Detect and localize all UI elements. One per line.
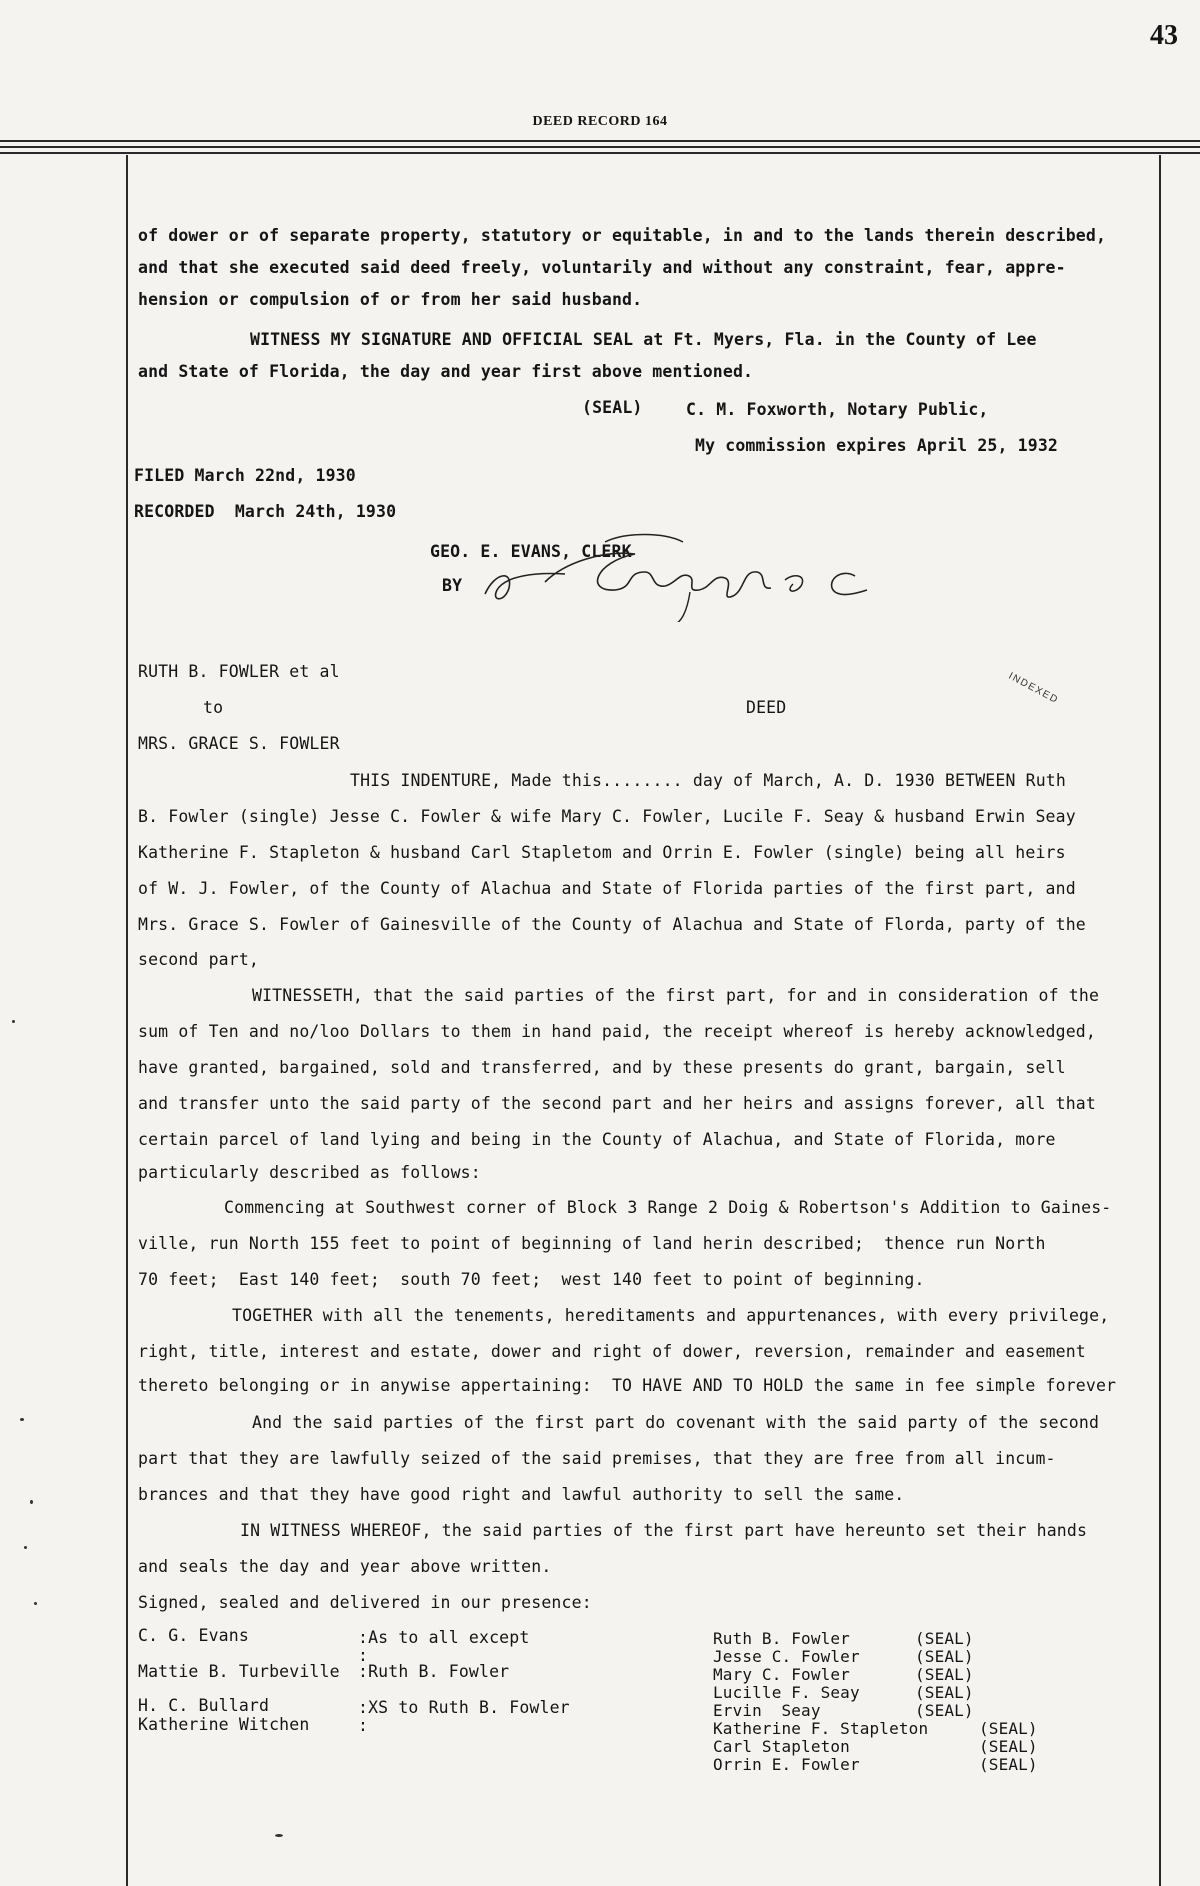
body-line: brances and that they have good right and lawful authority to sell the same. — [138, 1485, 905, 1504]
body-line: TOGETHER with all the tenements, hereditaments and appurtenances, with every privilege, — [232, 1306, 1110, 1325]
by-label: BY — [442, 576, 463, 595]
seal-label: (SEAL) — [915, 1701, 974, 1720]
grantor-name: RUTH B. FOWLER et al — [138, 662, 340, 681]
body-line: thereto belonging or in anywise appertaining: TO HAVE AND TO HOLD the same in fee simple forever — [138, 1376, 1117, 1395]
witness-note: :Ruth B. Fowler — [358, 1662, 510, 1681]
body-line: WITNESSETH, that the said parties of the first part, for and in consideration of the — [252, 986, 1100, 1005]
header-rule-1 — [0, 140, 1200, 142]
signatory-name: Ervin Seay — [713, 1701, 821, 1720]
seal-label: (SEAL) — [979, 1737, 1038, 1756]
filed-date: FILED March 22nd, 1930 — [134, 466, 356, 485]
witness-name: Katherine Witchen — [138, 1715, 310, 1734]
body-line: have granted, bargained, sold and transferred, and by these presents do grant, bargain, sell — [138, 1058, 1066, 1077]
indexed-stamp: INDEXED — [1006, 670, 1061, 707]
scan-speck — [275, 1834, 283, 1837]
witness-note: : — [358, 1646, 369, 1665]
clerk-name: GEO. E. EVANS, CLERK — [430, 542, 632, 561]
signatory-name: Jesse C. Fowler — [713, 1647, 860, 1666]
scan-speck — [20, 1418, 24, 1421]
land-description-line: Commencing at Southwest corner of Block 3 Range 2 Doig & Robertson's Addition to Gaines- — [224, 1198, 1112, 1217]
body-line: of W. J. Fowler, of the County of Alachua and State of Florida parties of the first part, and — [138, 879, 1076, 898]
body-line: B. Fowler (single) Jesse C. Fowler & wife Mary C. Fowler, Lucile F. Seay & husband Erwin Seay — [138, 807, 1076, 826]
recorded-date: RECORDED March 24th, 1930 — [134, 502, 397, 521]
scan-speck — [12, 1020, 15, 1023]
header-rule-3 — [0, 152, 1200, 154]
body-line: Mrs. Grace S. Fowler of Gainesville of the County of Alachua and State of Florda, party of the — [138, 915, 1086, 934]
signatory-name: Katherine F. Stapleton — [713, 1719, 929, 1738]
body-line: right, title, interest and estate, dower and right of dower, reversion, remainder and easement — [138, 1342, 1086, 1361]
scan-speck — [34, 1602, 37, 1605]
body-line: and transfer unto the said party of the second part and her heirs and assigns forever, all that — [138, 1094, 1096, 1113]
witness-name: H. C. Bullard — [138, 1696, 270, 1715]
caption-to: to — [203, 698, 224, 717]
page-number: 43 — [1150, 20, 1178, 51]
seal-label: (SEAL) — [915, 1665, 974, 1684]
seal-label: (SEAL) — [915, 1647, 974, 1666]
record-book-title: DEED RECORD 164 — [532, 114, 668, 129]
signatory-name: Orrin E. Fowler — [713, 1755, 860, 1774]
body-line: sum of Ten and no/loo Dollars to them in hand paid, the receipt whereof is hereby acknowledged, — [138, 1022, 1096, 1041]
document-type: DEED — [746, 698, 787, 717]
body-line: particularly described as follows: — [138, 1163, 481, 1182]
land-description-line: 70 feet; East 140 feet; south 70 feet; west 140 feet to point of beginning. — [138, 1270, 925, 1289]
seal-label: (SEAL) — [979, 1719, 1038, 1738]
body-line: part that they are lawfully seized of the said premises, that they are free from all incum- — [138, 1449, 1056, 1468]
scan-speck — [30, 1500, 33, 1504]
seal-label: (SEAL) — [915, 1629, 974, 1648]
signatory-name: Ruth B. Fowler — [713, 1629, 850, 1648]
body-line: and seals the day and year above written. — [138, 1557, 552, 1576]
scan-speck — [24, 1546, 27, 1549]
seal-label: (SEAL) — [915, 1683, 974, 1702]
notary-line: WITNESS MY SIGNATURE AND OFFICIAL SEAL at Ft. Myers, Fla. in the County of Lee — [250, 330, 1037, 349]
body-line: And the said parties of the first part do covenant with the said party of the second — [252, 1413, 1100, 1432]
body-line: second part, — [138, 950, 260, 969]
body-line: THIS INDENTURE, Made this........ day of March, A. D. 1930 BETWEEN Ruth — [350, 771, 1066, 790]
left-margin-line — [126, 155, 128, 1886]
seal-label: (SEAL) — [979, 1755, 1038, 1774]
signatory-name: Mary C. Fowler — [713, 1665, 850, 1684]
witness-note: : — [358, 1716, 369, 1735]
grantee-name: MRS. GRACE S. FOWLER — [138, 734, 340, 753]
body-line: certain parcel of land lying and being in the County of Alachua, and State of Florida, more — [138, 1130, 1056, 1149]
notary-line: and State of Florida, the day and year first above mentioned. — [138, 362, 754, 381]
right-margin-line — [1159, 155, 1161, 1886]
notary-line: of dower or of separate property, statutory or equitable, in and to the lands therein described, — [138, 226, 1107, 245]
body-line: Signed, sealed and delivered in our presence: — [138, 1593, 592, 1612]
notary-line: and that she executed said deed freely, voluntarily and without any constraint, fear, appre- — [138, 258, 1066, 277]
witness-note: :XS to Ruth B. Fowler — [358, 1698, 570, 1717]
witness-name: Mattie B. Turbeville — [138, 1662, 340, 1681]
body-line: IN WITNESS WHEREOF, the said parties of the first part have hereunto set their hands — [240, 1521, 1088, 1540]
body-line: Katherine F. Stapleton & husband Carl Stapletom and Orrin E. Fowler (single) being all heirs — [138, 843, 1066, 862]
notary-name: C. M. Foxworth, Notary Public, — [686, 400, 989, 419]
signatory-name: Lucille F. Seay — [713, 1683, 860, 1702]
signatory-name: Carl Stapleton — [713, 1737, 850, 1756]
notary-line: hension or compulsion of or from her said husband. — [138, 290, 643, 309]
deputy-clerk-signature — [475, 532, 885, 622]
land-description-line: ville, run North 155 feet to point of beginning of land herin described; thence run North — [138, 1234, 1046, 1253]
header-rule-2 — [0, 146, 1200, 148]
witness-name: C. G. Evans — [138, 1626, 249, 1645]
notary-commission: My commission expires April 25, 1932 — [695, 436, 1059, 455]
notary-seal-label: (SEAL) — [582, 398, 643, 417]
witness-note: :As to all except — [358, 1628, 530, 1647]
